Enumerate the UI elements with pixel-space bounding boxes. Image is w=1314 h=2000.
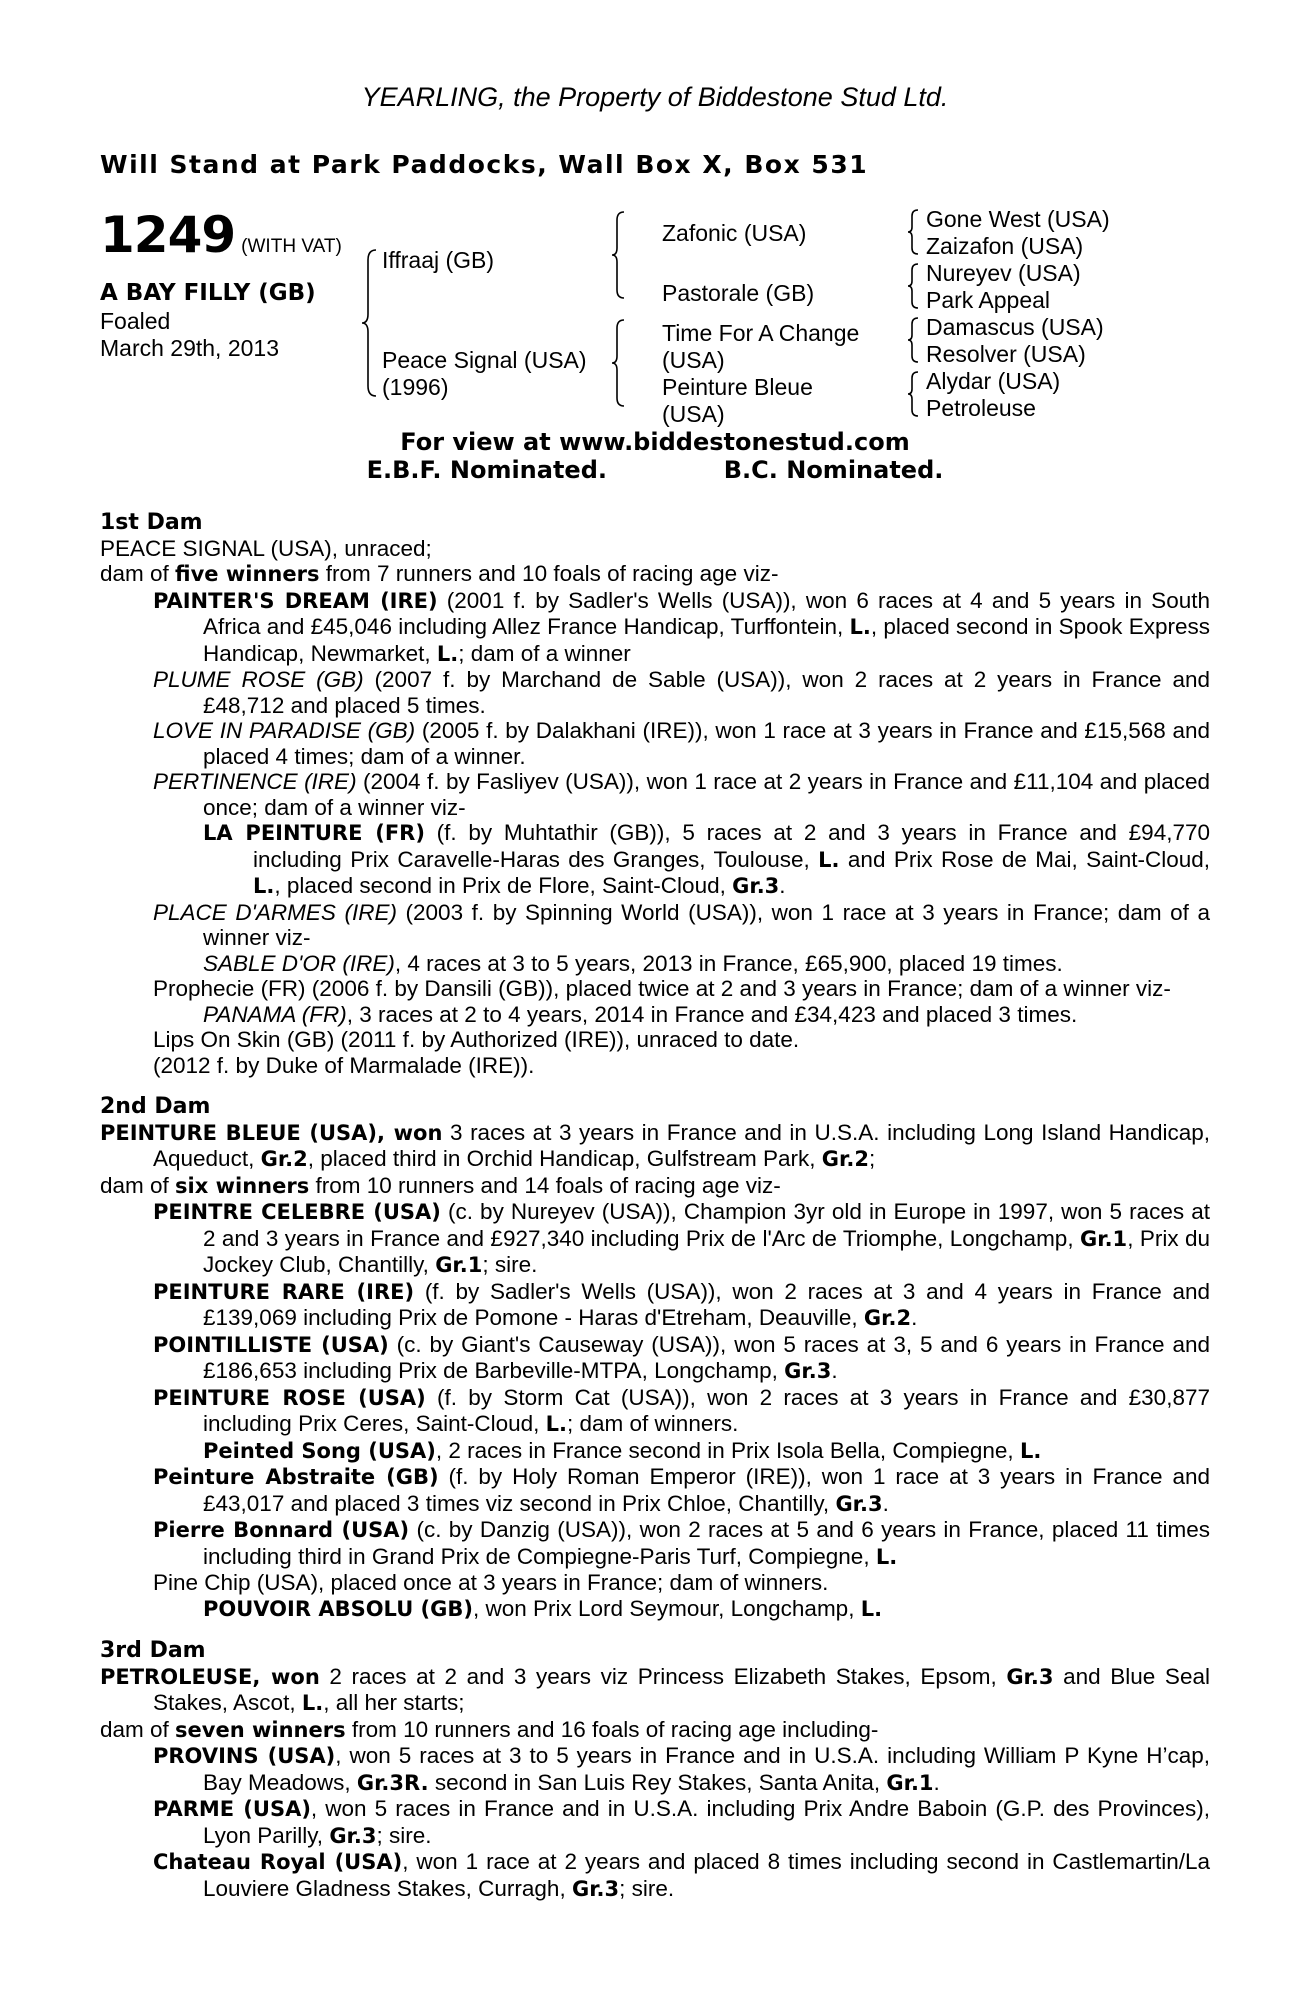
text-run: . xyxy=(911,1305,918,1330)
text-run: PEINTURE BLEUE (USA) xyxy=(100,1120,378,1145)
text-run: SABLE D'OR (IRE) xyxy=(203,950,395,976)
vat-note: (WITH VAT) xyxy=(241,236,342,257)
text-run: from 10 runners and 16 foals of racing age including- xyxy=(345,1716,879,1742)
text-run: Gr.3 xyxy=(571,1876,620,1901)
pedigree-brace-sire xyxy=(612,210,626,300)
text-run: seven winners xyxy=(175,1717,346,1742)
text-run: L. xyxy=(849,615,871,639)
text-run: , won 5 races in France and in U.S.A. including Prix Andre Baboin (G.P. des Provinces), Lyon Parilly, xyxy=(203,1796,1210,1848)
text-run: six winners xyxy=(175,1173,310,1198)
text-run: . xyxy=(933,1769,940,1795)
ggs-2: Zaizafon (USA) xyxy=(926,233,1084,259)
text-run: and Blue Seal Stakes, Ascot, xyxy=(153,1663,1210,1715)
dam1-grandchild xyxy=(100,1002,1210,1028)
text-run: Gr.2 xyxy=(260,1147,308,1171)
ebf-nominated: E.B.F. Nominated. xyxy=(366,456,608,484)
text-run: 3 races at 3 years in France and in U.S.A. including Long Island Handicap, Aqueduct, xyxy=(153,1119,1210,1171)
text-run: dam of xyxy=(100,1716,176,1742)
text-run: and Prix Rose de Mai, Saint-Cloud, xyxy=(839,846,1210,872)
dam1-produce-summary xyxy=(100,561,1210,588)
dam-line2: (1996) xyxy=(382,374,449,400)
text-run: (f. by Sadler's Wells (USA)), won 2 races at 3 and 4 years in France and £139,069 including Prix de Pomone - Haras d'Etreham, Deauville, xyxy=(203,1278,1210,1330)
dam1-line: PEACE SIGNAL (USA), unraced; xyxy=(100,535,432,561)
ggs-1: Gone West (USA) xyxy=(926,206,1110,232)
pedigree-brace-g1 xyxy=(908,208,920,256)
text-run: Gr.3 xyxy=(732,874,780,898)
dam1-runner xyxy=(100,1053,1210,1079)
text-run: PEINTURE ROSE (USA) xyxy=(153,1385,426,1410)
dam3-produce-summary xyxy=(100,1717,1210,1744)
text-run: Chateau Royal (USA) xyxy=(153,1850,403,1874)
dam2-grandchild xyxy=(100,1438,1210,1465)
text-run: Gr.2 xyxy=(863,1306,912,1330)
dam2-runner xyxy=(100,1199,1210,1279)
lot-header xyxy=(100,206,342,264)
text-run: PERTINENCE (IRE) xyxy=(153,769,357,794)
dam2-produce-summary xyxy=(100,1173,1210,1200)
text-run: Gr.1 xyxy=(886,1770,934,1795)
text-run: from 10 runners and 14 foals of racing age viz- xyxy=(309,1172,781,1198)
pedigree-brace-g2 xyxy=(908,262,920,310)
pedigree-brace-main xyxy=(362,248,378,398)
text-run: , won xyxy=(377,1120,443,1145)
text-run: (f. by Storm Cat (USA)), won 2 races at 3 years in France and £30,877 including Prix Ceres, Saint-Cloud, xyxy=(203,1384,1210,1436)
text-run: PAINTER'S DREAM (IRE) xyxy=(153,588,438,613)
foaled-label: Foaled xyxy=(100,308,171,334)
text-run: PLACE D'ARMES (IRE) xyxy=(153,899,397,925)
dam2-grandchild xyxy=(100,1596,1210,1623)
text-run: Lips On Skin (GB) (2011 f. by Authorized (IRE)), unraced to date. xyxy=(153,1027,800,1052)
text-run: , won 1 race at 2 years and placed 8 times including second in Castlemartin/La Louviere Gladness Stakes, Curragh, xyxy=(203,1849,1210,1901)
text-run: , won Prix Lord Seymour, Longchamp, xyxy=(473,1595,861,1621)
lot-number: 1249 xyxy=(100,206,236,264)
dam1-runner xyxy=(100,769,1210,820)
text-run: Gr.2 xyxy=(821,1147,869,1171)
dam1-runner xyxy=(100,588,1210,668)
second-dam-heading: 2nd Dam xyxy=(100,1094,211,1119)
page-title: YEARLING, the Property of Biddestone Stud Ltd. xyxy=(361,82,949,112)
text-run: dam of xyxy=(100,1172,176,1198)
pedigree-brace-g4 xyxy=(908,370,920,418)
dam1-grandchild xyxy=(100,951,1210,977)
text-run: , placed third in Orchid Handicap, Gulfstream Park, xyxy=(307,1146,822,1171)
text-run: . xyxy=(779,873,786,898)
ggs-5: Damascus (USA) xyxy=(926,314,1104,340)
dam2-runner xyxy=(100,1570,1210,1596)
first-dam-heading: 1st Dam xyxy=(100,510,203,535)
dam2-runner xyxy=(100,1279,1210,1332)
text-run: Gr.3R. xyxy=(356,1770,429,1795)
dam-dam-line1: Peinture Bleue xyxy=(662,374,813,400)
dam1-runner xyxy=(100,667,1210,718)
text-run: , all her starts; xyxy=(323,1690,465,1715)
text-run: L. xyxy=(436,641,459,666)
text-run: ; sire. xyxy=(482,1252,538,1277)
dam3-runner xyxy=(100,1849,1210,1902)
text-run: (2003 f. by Spinning World (USA)), won 1 race at 3 years in France; dam of a winner viz- xyxy=(203,899,1210,950)
text-run: (2007 f. by Marchand de Sable (USA)), won 2 races at 2 years in France and £48,712 and placed 5 times. xyxy=(203,667,1210,718)
text-run: Pine Chip (USA), placed once at 3 years in France; dam of winners. xyxy=(153,1570,829,1595)
text-run: PROVINS (USA) xyxy=(153,1744,336,1768)
dam1-runner xyxy=(100,900,1210,951)
text-run: (f. by Holy Roman Emperor (IRE)), won 1 race at 3 years in France and £43,017 and placed 3 times viz second in Prix Chloe, Chantilly, xyxy=(203,1464,1210,1516)
text-run: Gr.3 xyxy=(329,1823,377,1848)
text-run: Pierre Bonnard (USA) xyxy=(153,1518,410,1542)
ggs-3: Nureyev (USA) xyxy=(926,260,1081,286)
dam3-line xyxy=(100,1664,1210,1717)
ggs-4: Park Appeal xyxy=(926,287,1051,313)
dam2-line xyxy=(100,1120,1210,1173)
text-run: from 7 runners and 10 foals of racing age viz- xyxy=(319,561,779,586)
text-run: (c. by Nureyev (USA)), Champion 3yr old in Europe in 1997, won 5 races at 2 and 3 years in France and £927,340 including Prix de l'Arc de Triomphe, Longchamp, xyxy=(203,1199,1210,1251)
third-dam-heading: 3rd Dam xyxy=(100,1638,206,1663)
text-run: , won xyxy=(252,1664,320,1689)
dam1-runner xyxy=(100,976,1210,1002)
text-run: ; sire. xyxy=(376,1822,432,1848)
dam3-runner xyxy=(100,1743,1210,1796)
text-run: Peinted Song (USA) xyxy=(203,1438,436,1463)
text-run: . xyxy=(882,1490,889,1516)
text-run: PETROLEUSE xyxy=(100,1664,253,1689)
text-run: Gr.3 xyxy=(1006,1664,1054,1689)
text-run: L. xyxy=(545,1412,568,1436)
text-run: , 3 races at 2 to 4 years, 2014 in France and £34,423 and placed 3 times. xyxy=(346,1001,1078,1027)
text-run: PARME (USA) xyxy=(153,1797,311,1821)
text-run: (2012 f. by Duke of Marmalade (IRE)). xyxy=(153,1052,535,1078)
text-run: second in San Luis Rey Stakes, Santa Anita, xyxy=(428,1769,887,1795)
text-run: (f. by Muhtathir (GB)), 5 races at 2 and 3 years in France and £94,770 including Prix Caravelle-Haras des Granges, Toulouse, xyxy=(253,820,1211,872)
text-run: (c. by Danzig (USA)), won 2 races at 5 and 6 years in France, placed 11 times including third in Grand Prix de Compiegne-Paris Turf, Compiegne, xyxy=(203,1517,1210,1569)
pedigree-brace-dam xyxy=(612,318,626,408)
text-run: LOVE IN PARADISE (GB) xyxy=(153,718,416,743)
text-run: POINTILLISTE (USA) xyxy=(153,1332,389,1357)
dam3-runner xyxy=(100,1796,1210,1849)
ggs-6: Resolver (USA) xyxy=(926,341,1086,367)
foaled-date: March 29th, 2013 xyxy=(100,335,280,361)
text-run: , Prix du Jockey Club, Chantilly, xyxy=(203,1225,1211,1277)
ggs-8: Petroleuse xyxy=(926,395,1036,421)
text-run: PEINTRE CELEBRE (USA) xyxy=(153,1200,441,1224)
text-run: ; xyxy=(868,1146,876,1171)
pedigree-brace-g3 xyxy=(908,316,920,364)
stand-location: Will Stand at Park Paddocks, Wall Box X, Box 531 xyxy=(100,150,869,179)
text-run: L. xyxy=(818,847,840,872)
text-run: ; dam of a winner xyxy=(458,640,631,666)
text-run: Gr.1 xyxy=(435,1253,483,1277)
text-run: . xyxy=(831,1358,838,1383)
dam-dam-line2: (USA) xyxy=(662,401,725,427)
sire-dam: Pastorale (GB) xyxy=(662,280,815,306)
text-run: , placed second in Prix de Flore, Saint-Cloud, xyxy=(274,873,733,898)
text-run: L. xyxy=(1019,1438,1042,1463)
text-run: ; dam of winners. xyxy=(567,1411,739,1436)
text-run: (2004 f. by Fasliyev (USA)), won 1 race at 2 years in France and £11,104 and placed once; dam of a winner viz- xyxy=(203,769,1210,820)
dam-line1: Peace Signal (USA) xyxy=(382,347,587,373)
dam2-runner xyxy=(100,1385,1210,1438)
dam2-runner xyxy=(100,1464,1210,1517)
text-run: dam of xyxy=(100,561,176,586)
text-run: , placed second in Spook Express Handicap, Newmarket, xyxy=(203,614,1210,666)
text-run: five winners xyxy=(175,562,320,586)
text-run: , won 5 races at 3 to 5 years in France and in U.S.A. including William P Kyne H’cap, Bay Meadows, xyxy=(203,1743,1210,1795)
text-run: , 2 races in France second in Prix Isola Bella, Compiegne, xyxy=(435,1437,1020,1463)
text-run: L. xyxy=(301,1691,324,1715)
dam-sire-line2: (USA) xyxy=(662,347,725,373)
ggs-7: Alydar (USA) xyxy=(926,368,1061,394)
view-line: For view at www.biddestonestud.com xyxy=(400,428,910,456)
dam2-runner xyxy=(100,1517,1210,1570)
bc-nominated: B.C. Nominated. xyxy=(723,456,944,484)
nominations-line xyxy=(100,456,1210,484)
text-run: Peinture Abstraite (GB) xyxy=(153,1465,439,1489)
text-run: (2005 f. by Dalakhani (IRE)), won 1 race at 3 years in France and £15,568 and placed 4 times; dam of a winner. xyxy=(203,718,1210,769)
dam-sire-line1: Time For A Change xyxy=(662,320,860,346)
text-run: Gr.1 xyxy=(1079,1226,1128,1251)
text-run: L. xyxy=(253,874,275,898)
catalogue-body xyxy=(100,510,1210,1902)
dam1-runner xyxy=(100,1027,1210,1053)
text-run: (c. by Giant's Causeway (USA)), won 5 races at 3, 5 and 6 years in France and £186,653 including Prix de Barbeville-MTPA, Longchamp, xyxy=(203,1331,1210,1383)
text-run: POUVOIR ABSOLU (GB) xyxy=(203,1596,473,1621)
text-run: Gr.3 xyxy=(784,1359,832,1383)
text-run: PLUME ROSE (GB) xyxy=(153,667,364,692)
sire: Iffraaj (GB) xyxy=(382,247,495,273)
text-run: (2001 f. by Sadler's Wells (USA)), won 6 races at 4 and 5 years in South Africa and £45,046 including Allez France Handicap, Turffontein, xyxy=(203,587,1210,639)
text-run: L. xyxy=(860,1596,883,1621)
text-run: Prophecie (FR) (2006 f. by Dansili (GB)), placed twice at 2 and 3 years in France; dam of a winner viz- xyxy=(153,976,1171,1001)
text-run: , 4 races at 3 to 5 years, 2013 in France, £65,900, placed 19 times. xyxy=(394,950,1063,976)
horse-description: A BAY FILLY (GB) xyxy=(100,280,316,306)
text-run: L. xyxy=(875,1544,898,1569)
text-run: ; sire. xyxy=(619,1875,675,1901)
dam1-grandchild xyxy=(100,820,1210,900)
dam1-runner xyxy=(100,718,1210,769)
sire-sire: Zafonic (USA) xyxy=(662,220,807,246)
text-run: PANAMA (FR) xyxy=(203,1001,347,1027)
text-run: LA PEINTURE (FR) xyxy=(203,821,425,845)
text-run: PEINTURE RARE (IRE) xyxy=(153,1279,415,1304)
text-run: Gr.3 xyxy=(835,1491,883,1516)
text-run: 2 races at 2 and 3 years viz Princess Elizabeth Stakes, Epsom, xyxy=(319,1663,1007,1689)
dam2-runner xyxy=(100,1332,1210,1385)
